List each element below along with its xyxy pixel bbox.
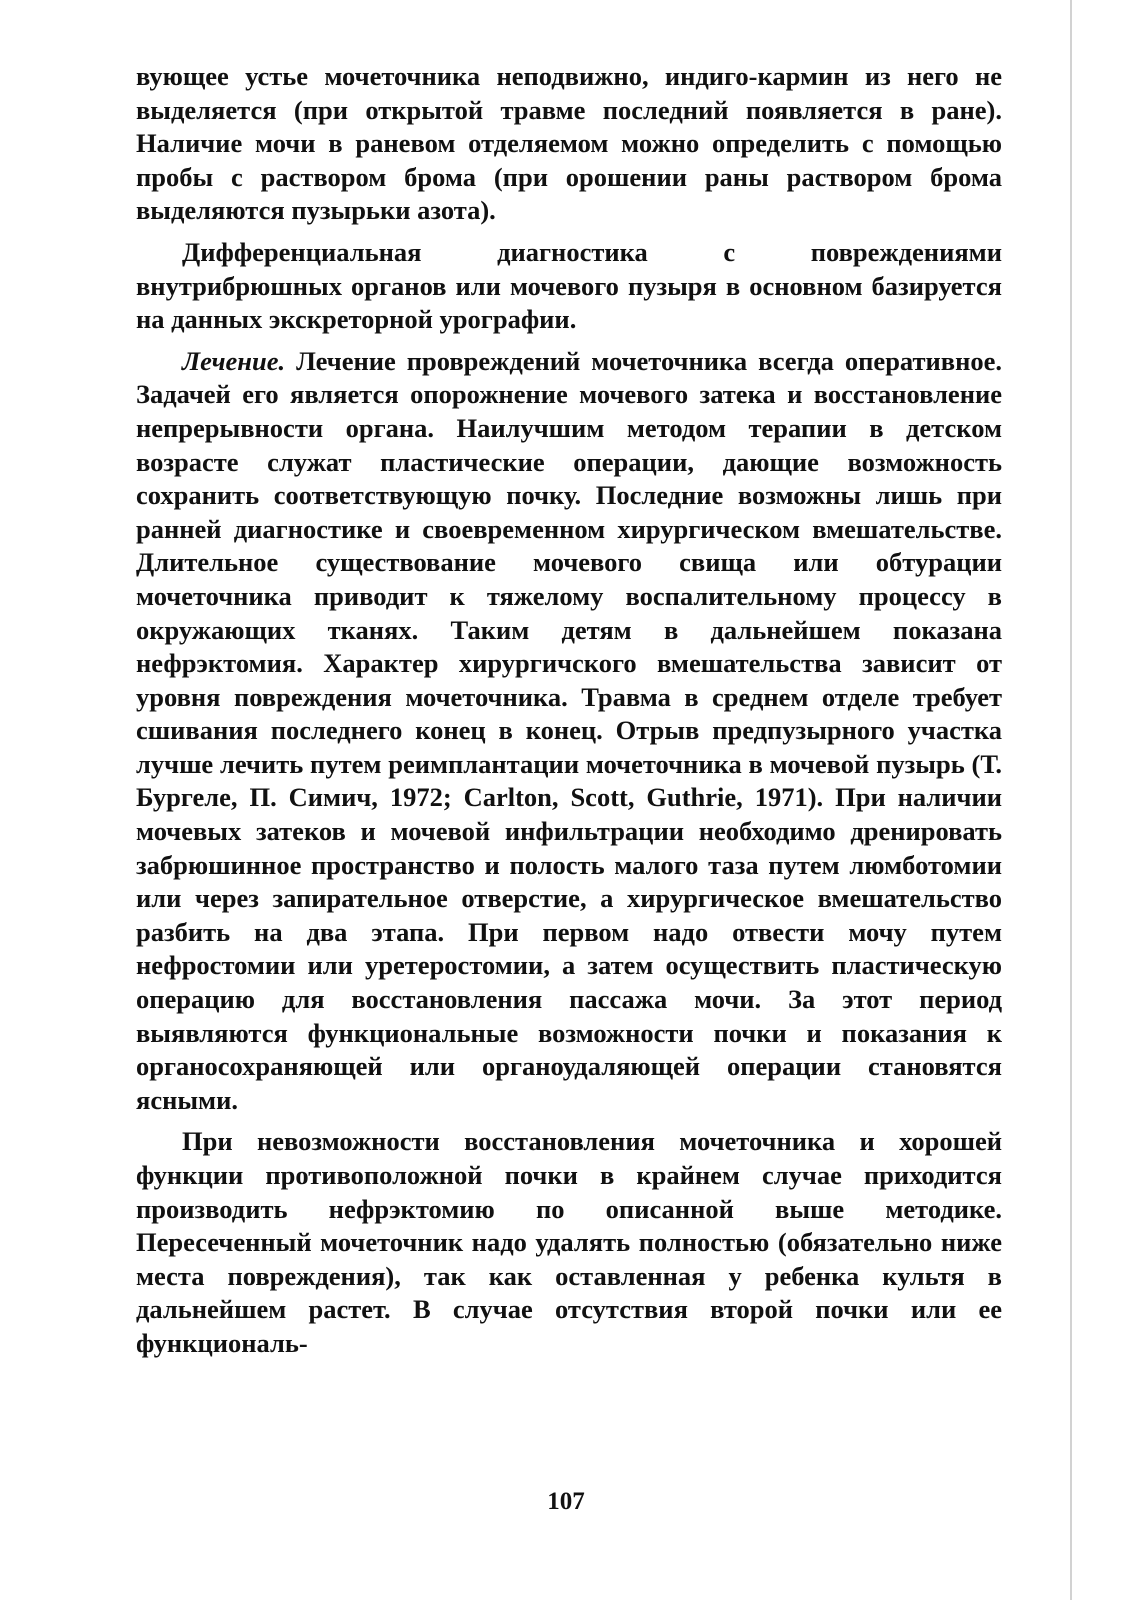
paragraph-continuation: вующее устье мочеточника неподвижно, индиго-кармин из него не выделяется (при открытой травме последний появляется в ране). Наличие мочи в раневом отделяемом можно определить с помощью пробы с раствором брома (при орошении раны раствором брома выделяются пузырьки азота).	[136, 61, 1002, 226]
page-number: 107	[547, 1488, 585, 1515]
treatment-heading: Лечение.	[182, 345, 286, 376]
paragraph-nephrectomy: При невозможности восстановления мочеточника и хорошей функции противоположной почки в крайнем случае приходится производить нефрэктомию по описанной выше методике. Пересеченный мочеточник надо удалять полностью (обязательно ниже места повреждения), так как оставленная у ребенка культя в дальнейшем растет. В случае отсутствия второй почки или ее функциональ-	[136, 1126, 1002, 1358]
paragraph-differential-diagnosis: Дифференциальная диагностика с повреждениями внутрибрюшных органов или мочевого пузыря в основном базируется на данных экскреторной урографии.	[136, 236, 1002, 335]
scan-edge-line	[1070, 0, 1072, 1600]
paragraph-treatment	[136, 345, 1002, 1118]
body-text	[136, 60, 1002, 1361]
treatment-text: Лечение провреждений мочеточника всегда оперативное. Задачей его является опорожнение мочевого затека и восстановление непрерывности органа. Наилучшим методом терапии в детском возрасте служат пластические операции, дающие возможность сохранить соответствующую почку. Последние возможны лишь при ранней диагностике и своевременном хирургическом вмешательстве. Длительное существование мочевого свища или обтурации мочеточника приводит к тяжелому воспалительному процессу в окружающих тканях. Таким детям в дальнейшем показана нефрэктомия. Характер хирургичского вмешательства зависит от уровня повреждения мочеточника. Травма в среднем отделе требует сшивания последнего конец в конец. Отрыв предпузырного участка лучше лечить путем реимплантации мочеточника в мочевой пузырь (Т. Бургеле, П. Симич, 1972; Carlton, Scott, Guthrie, 1971). При наличии мочевых затеков и мочевой инфильтрации необходимо дренировать забрюшинное пространство и полость малого таза путем люмботомии или через запирательное отверстие, а хирургическое вмешательство разбить на два этапа. При первом надо отвести мочу путем нефростомии или уретеростомии, а затем осуществить пластическую операцию для восстановления пассажа мочи. За этот период выявляются функциональные возможности почки и показания к органосохраняющей или органоудаляющей операции становятся ясными.	[136, 345, 1002, 1115]
